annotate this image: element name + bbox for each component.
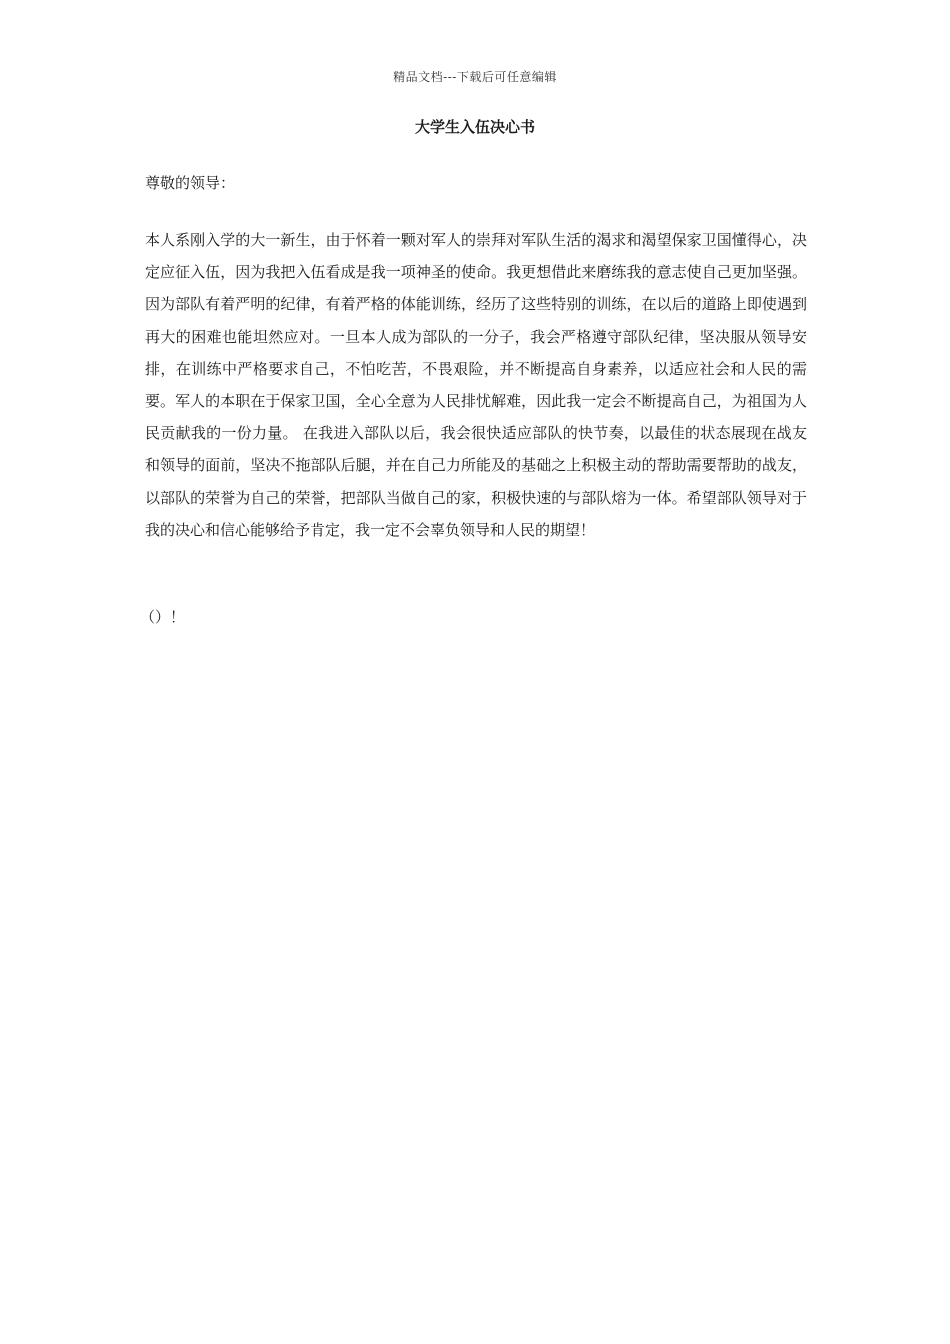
header-note: 精品文档---下载后可任意编辑 (393, 70, 557, 84)
document-title: 大学生入伍决心书 (414, 118, 535, 136)
body-paragraph: 本人系刚入学的大一新生，由于怀着一颗对军人的崇拜对军队生活的渴求和渴望保家卫国懂得心，决定应征入伍，因为我把入伍看成是我一项神圣的使命。我更想借此来磨练我的意志使自己更加坚强。因为部队有着严明的纪律，有着严格的体能训练，经历了这些特别的训练，在以后的道路上即使遇到再大的困难也能坦然应对。一旦本人成为部队的一分子，我会严格遵守部队纪律，坚决服从领导安排，在训练中严格要求自己，不怕吃苦，不畏艰险，并不断提高自身素养，以适应社会和人民的需要。军人的本职在于保家卫国，全心全意为人民排忧解难，因此我一定会不断提高自己，为祖国为人民贡献我的一份力量。 在我进入部队以后，我会很快适应部队的快节奏，以最佳的状态展现在战友和领导的面前，坚决不拖部队后腿，并在自己力所能及的基础之上积极主动的帮助需要帮助的战友，以部队的荣誉为自己的荣誉，把部队当做自己的家，积极快速的与部队熔为一体。希望部队领导对于我的决心和信心能够给予肯定，我一定不会辜负领导和人民的期望！ (145, 231, 807, 539)
salutation: 尊敬的领导： (145, 174, 236, 192)
closing-line: （）！ (140, 608, 186, 626)
